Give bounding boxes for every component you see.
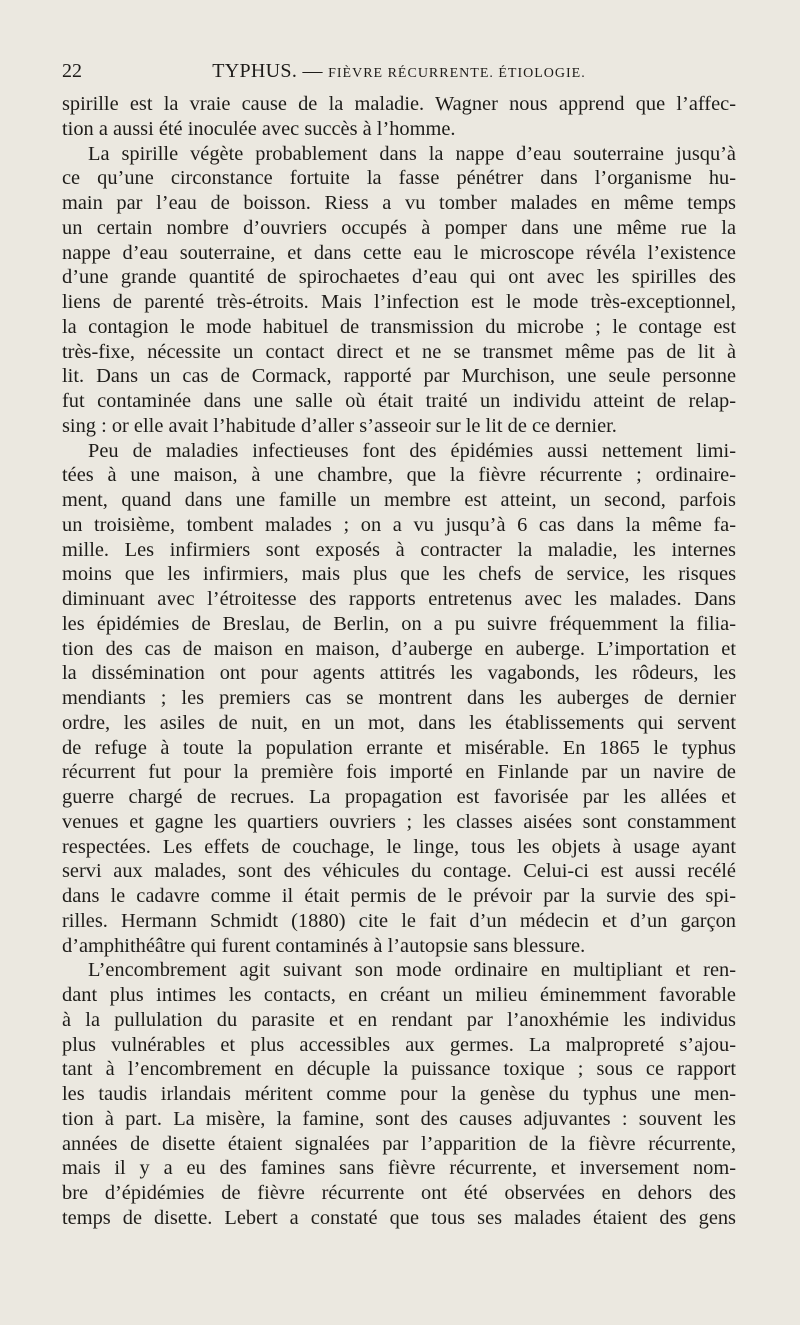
text-line: mendiants ; les premiers cas se montrent dans les auberges de dernier	[62, 687, 736, 709]
text-line: années de disette étaient signalées par l’apparition de la fièvre récurrente,	[62, 1132, 736, 1155]
text-line: les taudis irlandais méritent comme pour la genèse du typhus une men-	[62, 1083, 736, 1105]
text-line: main par l’eau de boisson. Riess a vu tomber malades en même temps	[62, 192, 736, 214]
text-line: rilles. Hermann Schmidt (1880) cite le fait d’un médecin et d’un garçon	[62, 909, 736, 932]
text-line: mais il y a eu des famines sans fièvre récurrente, et inversement nom-	[62, 1157, 736, 1180]
text-line: spirille est la vraie cause de la maladie. Wagner nous apprend que l’affec-	[62, 93, 736, 115]
text-line: tion des cas de maison en maison, d’auberge en auberge. L’importation et	[62, 637, 736, 660]
text-line: tées à une maison, à une chambre, que la fièvre récurrente ; ordinaire-	[62, 464, 736, 487]
running-header	[62, 60, 736, 86]
text-line: nappe d’eau souterraine, et dans cette eau le microscope révéla l’existence	[62, 241, 736, 264]
page-number: 22	[62, 60, 82, 82]
body-text	[62, 92, 736, 1231]
text-line: diminuant avec l’étroitesse des rapports entretenus avec les malades. Dans	[62, 588, 736, 610]
text-line: venues et gagne les quartiers ouvriers ; les classes aisées sont constamment	[62, 810, 736, 833]
text-line: d’amphithéâtre qui furent contaminés à l’autopsie sans blessure.	[62, 934, 586, 957]
text-line: récurrent fut pour la première fois importé en Finlande par un navire de	[62, 761, 736, 784]
text-line: guerre chargé de recrues. La propagation est favorisée par les allées et	[62, 786, 736, 808]
text-line: la contagion le mode habituel de transmission du microbe ; le contage est	[62, 315, 736, 338]
text-line: la dissémination ont pour agents attitrés les vagabonds, les rôdeurs, les	[62, 662, 736, 685]
text-line: d’une grande quantité de spirochaetes d’eau qui ont avec les spirilles des	[62, 266, 736, 289]
text-line: à la pullulation du parasite et en rendant par l’anoxhémie les individus	[62, 1008, 736, 1031]
text-line: mille. Les infirmiers sont exposés à contracter la maladie, les internes	[62, 538, 736, 561]
text-line: ce qu’une circonstance fortuite la fasse pénétrer dans l’organisme hu-	[62, 167, 736, 190]
text-line: les épidémies de Breslau, de Berlin, on a pu suivre fréquemment la filia-	[62, 612, 736, 635]
text-line: tion à part. La misère, la famine, sont des causes adjuvantes : souvent les	[62, 1107, 736, 1130]
text-line: tion a aussi été inoculée avec succès à l’homme.	[62, 117, 456, 140]
running-title-subtitle: FIÈVRE RÉCURRENTE. ÉTIOLOGIE.	[328, 66, 586, 81]
text-line: moins que les infirmiers, mais plus que les chefs de service, les risques	[62, 563, 736, 586]
text-line: ment, quand dans une famille un membre est atteint, un second, parfois	[62, 489, 736, 511]
text-line: bre d’épidémies de fièvre récurrente ont été observées en dehors des	[62, 1182, 736, 1204]
text-line: tant à l’encombrement en décuple la puissance toxique ; sous ce rapport	[62, 1058, 736, 1081]
text-line: dans le cadavre comme il était permis de le prévoir par la survie des spi-	[62, 885, 736, 907]
text-line: respectées. Les effets de couchage, le linge, tous les objets à usage ayant	[62, 835, 736, 858]
text-line: temps de disette. Lebert a constaté que tous ses malades étaient des gens	[62, 1206, 736, 1229]
text-line: fut contaminée dans une salle où était traité un individu atteint de relap-	[62, 390, 736, 412]
text-line: plus vulnérables et plus accessibles aux germes. La malpropreté s’ajou-	[62, 1033, 736, 1056]
text-line: liens de parenté très-étroits. Mais l’infection est le mode très-exceptionnel,	[62, 291, 736, 313]
text-line: L’encombrement agit suivant son mode ordinaire en multipliant et ren-	[88, 959, 736, 982]
text-line: très-fixe, nécessite un contact direct et ne se transmet même pas de lit à	[62, 340, 736, 363]
running-title-separator: —	[302, 60, 323, 82]
text-line: Peu de maladies infectieuses font des épidémies aussi nettement limi-	[88, 439, 736, 462]
running-title-main: TYPHUS.	[212, 60, 298, 82]
text-line: un certain nombre d’ouvriers occupés à pomper dans une même rue la	[62, 216, 736, 239]
text-line: lit. Dans un cas de Cormack, rapporté par Murchison, une seule personne	[62, 365, 736, 388]
text-line: La spirille végète probablement dans la nappe d’eau souterraine jusqu’à	[88, 142, 736, 165]
text-line: sing : or elle avait l’habitude d’aller s’asseoir sur le lit de ce dernier.	[62, 414, 617, 437]
running-title	[62, 60, 736, 83]
text-line: ordre, les asiles de nuit, en un mot, dans les établissements qui servent	[62, 711, 736, 734]
text-line: un troisième, tombent malades ; on a vu jusqu’à 6 cas dans la même fa-	[62, 513, 736, 536]
text-line: dant plus intimes les contacts, en créant un milieu éminemment favorable	[62, 984, 736, 1006]
text-line: servi aux malades, sont des véhicules du contage. Celui-ci est aussi recélé	[62, 860, 736, 883]
text-line: de refuge à toute la population errante et misérable. En 1865 le typhus	[62, 736, 736, 759]
